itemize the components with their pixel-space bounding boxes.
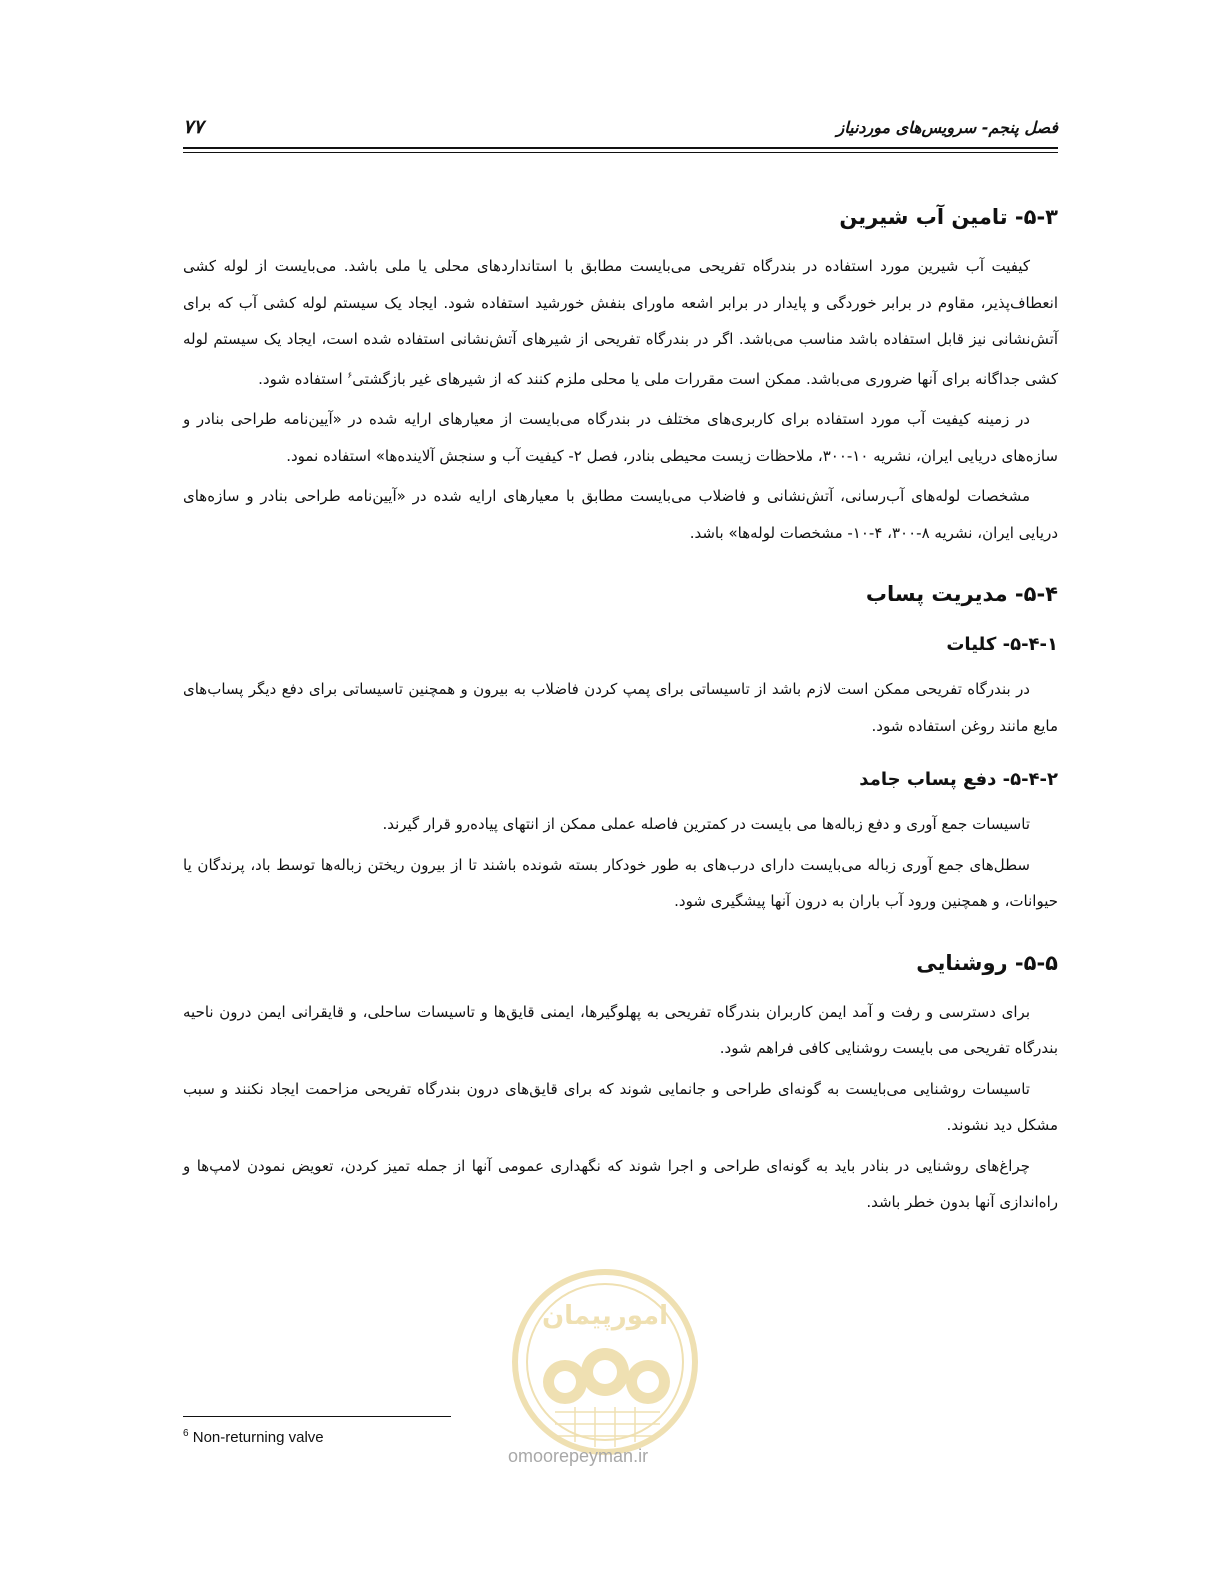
paragraph [183, 248, 1058, 397]
paragraph: تاسیسات روشنایی می‌بایست به گونه‌ای طراحی و جانمایی شوند که برای قایق‌های درون بندرگاه تفریحی مزاحمت ایجاد نکنند و سبب مشکل دید نشوند. [183, 1079, 1058, 1134]
footnote-rule [183, 1416, 451, 1417]
section-heading-lighting: ۵-۵- روشنایی [916, 950, 1058, 975]
footnote-marker: 6 [183, 1428, 189, 1439]
watermark-logo [500, 1262, 710, 1462]
paragraph-text: استفاده شود. [258, 369, 348, 388]
watermark-text: امورپیمان [541, 1301, 669, 1331]
page-number: ۷۷ [183, 116, 204, 138]
footnote-text: Non-returning valve [188, 1429, 324, 1446]
header-rule-thin [183, 152, 1058, 153]
page-body [183, 196, 1058, 1225]
paragraph: سطل‌های جمع آوری زباله می‌بایست دارای درب‌های به طور خودکار بسته شونده باشند تا از بیرون ریختن زباله‌ها توسط باد، پرندگان یا حیوانات، و همچنین ورود آب باران به درون آنها پیشگیری شود. [183, 855, 1058, 910]
section-heading-wastewater: ۵-۴- مدیریت پساب [865, 582, 1058, 606]
footnote-ref: ۶ [347, 370, 353, 381]
paragraph: چراغ‌های روشنایی در بنادر باید به گونه‌ای طراحی و اجرا شوند که نگهداری عمومی آنها از جمله تمیز کردن، تعویض نمودن لامپ‌ها و راه‌اندازی آنها بدون خطر باشد. [183, 1156, 1058, 1211]
header-rule-thick [183, 147, 1058, 149]
chapter-title: فصل پنجم- سرویس‌های موردنیاز [836, 118, 1058, 137]
subsection-heading-general: ۵-۴-۱- کلیات [946, 634, 1058, 655]
paragraph-text: کیفیت آب شیرین مورد استفاده در بندرگاه تفریحی می‌بایست مطابق با استانداردهای محلی یا ملی باشد. می‌بایست از لوله کشی انعطاف‌پذیر، مقاوم در برابر خوردگی و پایدار در برابر اشعه ماورای بنفش خورشید استفاده شود. ایجاد یک سیستم لوله کشی آب که برای آتش‌نشانی نیز قابل استفاده باشد مناسب می‌باشد. اگر در بندرگاه تفریحی از شیرهای آتش‌نشانی استفاده شده است، ایجاد یک سیستم لوله کشی جداگانه برای آنها ضروری می‌باشد. ممکن است مقررات ملی یا محلی ملزم کنند که از شیرهای غیر بازگشتی [183, 257, 1058, 388]
paragraph: تاسیسات جمع آوری و دفع زباله‌ها می بایست در کمترین فاصله عملی ممکن از انتهای پیاده‌رو قرار گیرند. [382, 815, 1030, 833]
section-heading-water-supply: ۵-۳- تامین آب شیرین [839, 205, 1058, 229]
page-header [183, 118, 1058, 148]
paragraph: در زمینه کیفیت آب مورد استفاده برای کاربری‌های مختلف در بندرگاه می‌بایست از معیارهای ارایه شده در «آیین‌نامه طراحی بنادر و سازه‌های دریایی ایران، نشریه ۱۰-۳۰۰، ملاحظات زیست محیطی بنادر، فصل ۲- کیفیت آب و سنجش آلاینده‌ها» استفاده نمود. [183, 410, 1058, 465]
subsection-heading-solid-waste: ۵-۴-۲- دفع پساب جامد [859, 769, 1058, 790]
footnote [183, 1428, 324, 1446]
paragraph: برای دسترسی و رفت و آمد ایمن کاربران بندرگاه تفریحی به پهلوگیرها، ایمنی قایق‌ها و تاسیسات ساحلی، و قایقرانی ایمن درون ناحیه بندرگاه تفریحی می بایست روشنایی کافی فراهم شود. [183, 1002, 1058, 1057]
paragraph: مشخصات لوله‌های آب‌رسانی، آتش‌نشانی و فاضلاب می‌بایست مطابق با معیارهای ارایه شده در «آیین‌نامه طراحی بنادر و سازه‌های دریایی ایران، نشریه ۸-۳۰۰، ۴-۱۰- مشخصات لوله‌ها» باشد. [183, 487, 1058, 542]
paragraph: در بندرگاه تفریحی ممکن است لازم باشد از تاسیساتی برای پمپ کردن فاضلاب به بیرون و همچنین تاسیساتی برای دفع دیگر پساب‌های مایع مانند روغن استفاده شود. [183, 680, 1058, 735]
watermark-url: omoorepeyman.ir [508, 1446, 649, 1466]
